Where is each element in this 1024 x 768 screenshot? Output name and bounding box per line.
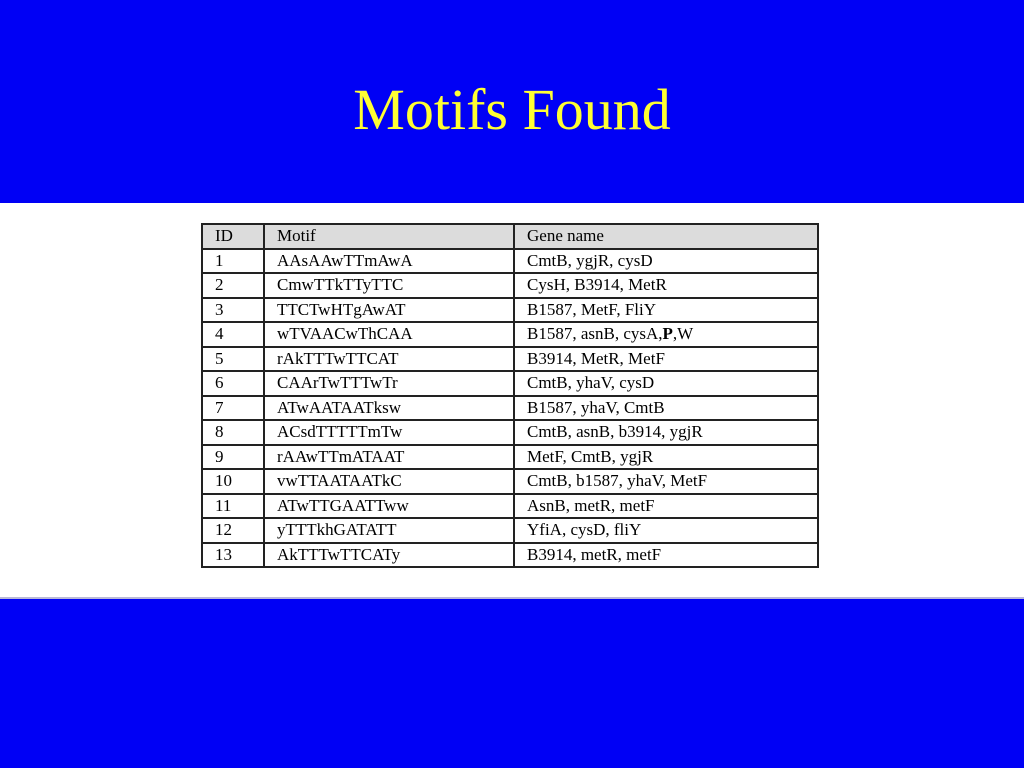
header-gene-name: Gene name [514, 224, 818, 249]
cell-gene-name: B3914, metR, metF [514, 543, 818, 568]
cell-id: 3 [202, 298, 264, 323]
cell-gene-name: CmtB, b1587, yhaV, MetF [514, 469, 818, 494]
table-row [202, 322, 818, 347]
cell-gene-name: YfiA, cysD, fliY [514, 518, 818, 543]
cell-gene-name: MetF, CmtB, ygjR [514, 445, 818, 470]
table-row [202, 518, 818, 543]
cell-motif: ATwTTGAATTww [264, 494, 514, 519]
cell-id: 6 [202, 371, 264, 396]
gene-text: B1587, asnB, cysA, [527, 324, 663, 344]
cell-gene-name: B3914, MetR, MetF [514, 347, 818, 372]
cell-motif: yTTTkhGATATT [264, 518, 514, 543]
cell-motif: CmwTTkTTyTTC [264, 273, 514, 298]
title-area [0, 0, 1024, 203]
cell-motif: TTCTwHTgAwAT [264, 298, 514, 323]
cell-gene-name: CmtB, ygjR, cysD [514, 249, 818, 274]
cell-gene-name: CysH, B3914, MetR [514, 273, 818, 298]
table-row [202, 273, 818, 298]
slide-title: Motifs Found [353, 77, 671, 142]
cell-gene-name: B1587, yhaV, CmtB [514, 396, 818, 421]
table-row [202, 445, 818, 470]
cell-id: 10 [202, 469, 264, 494]
cell-id: 8 [202, 420, 264, 445]
cell-motif: wTVAACwThCAA [264, 322, 514, 347]
cell-motif: CAArTwTTTwTr [264, 371, 514, 396]
band-divider [0, 597, 1024, 599]
cell-motif: rAkTTTwTTCAT [264, 347, 514, 372]
cell-id: 4 [202, 322, 264, 347]
cell-id: 2 [202, 273, 264, 298]
cell-motif: AAsAAwTTmAwA [264, 249, 514, 274]
cell-gene-name: AsnB, metR, metF [514, 494, 818, 519]
header-id: ID [202, 224, 264, 249]
cell-gene-name [514, 322, 818, 347]
cell-id: 7 [202, 396, 264, 421]
cell-id: 12 [202, 518, 264, 543]
table-row [202, 298, 818, 323]
cell-motif: vwTTAATAATkC [264, 469, 514, 494]
cell-gene-name: B1587, MetF, FliY [514, 298, 818, 323]
cell-id: 11 [202, 494, 264, 519]
header-motif: Motif [264, 224, 514, 249]
cell-id: 9 [202, 445, 264, 470]
cell-motif: rAAwTTmATAAT [264, 445, 514, 470]
cell-gene-name: CmtB, yhaV, cysD [514, 371, 818, 396]
cell-id: 1 [202, 249, 264, 274]
table-row [202, 347, 818, 372]
cell-id: 5 [202, 347, 264, 372]
cell-gene-name: CmtB, asnB, b3914, ygjR [514, 420, 818, 445]
motifs-table [201, 223, 819, 568]
cell-motif: ATwAATAATksw [264, 396, 514, 421]
gene-bold-text: P [662, 324, 673, 344]
table-row [202, 543, 818, 568]
gene-text-suffix: ,W [672, 324, 694, 344]
cell-motif: AkTTTwTTCATy [264, 543, 514, 568]
cell-id: 13 [202, 543, 264, 568]
table-row [202, 396, 818, 421]
table-header-row [202, 224, 818, 249]
table-row [202, 249, 818, 274]
table-row [202, 494, 818, 519]
table-row [202, 469, 818, 494]
table-row [202, 420, 818, 445]
cell-motif: ACsdTTTTTmTw [264, 420, 514, 445]
table-row [202, 371, 818, 396]
